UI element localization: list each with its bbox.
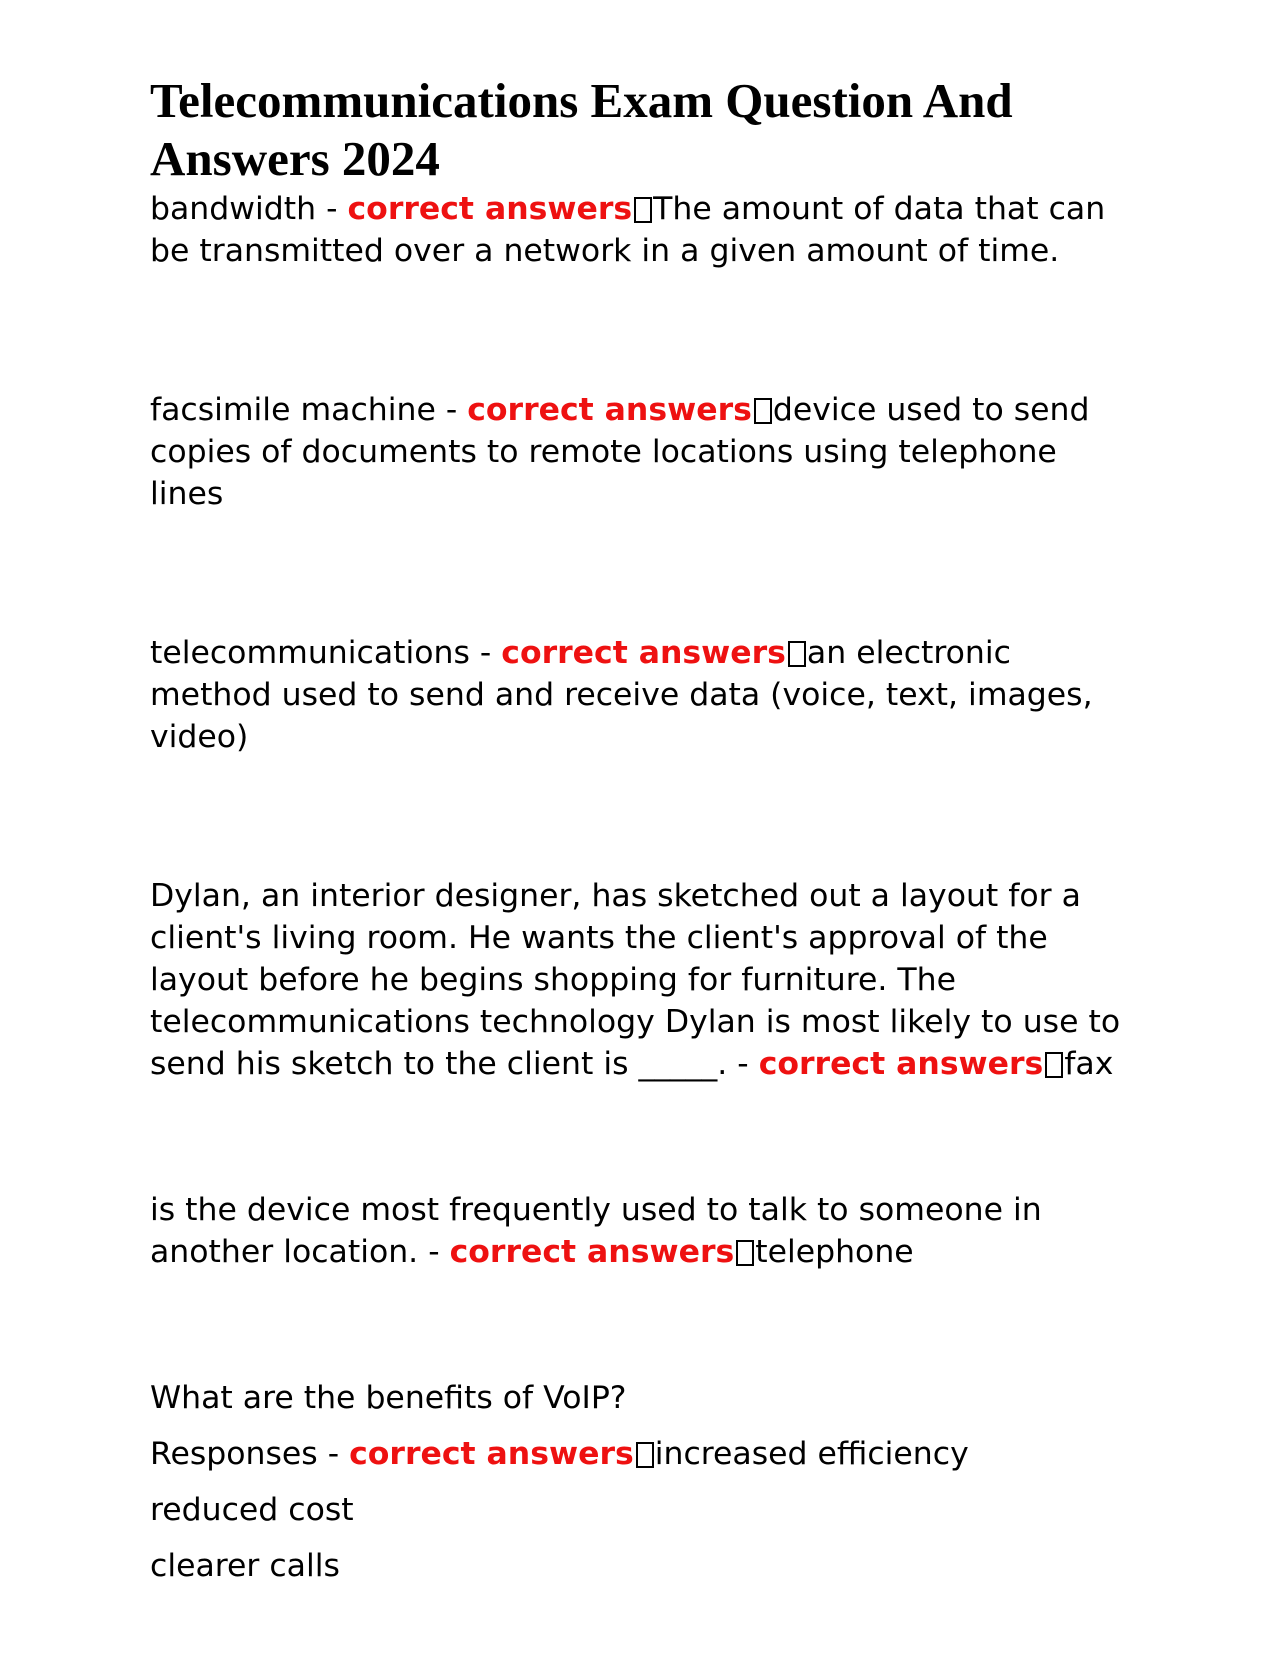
answer-text: The amount of data that can be transmitted over a network in a given amount of time.	[150, 191, 1106, 269]
missing-glyph-icon	[634, 197, 652, 223]
qa-item-facsimile: facsimile machine - correct answers device used to send copies of documents to remote locations using telephone lines	[150, 392, 1090, 512]
voip-answer-line: reduced cost	[150, 1492, 354, 1528]
missing-glyph-icon	[736, 1240, 754, 1266]
answer-text: device used to send copies of documents to remote locations using telephone lines	[150, 392, 1090, 512]
spacer	[150, 1419, 1130, 1433]
qa-item-telephone: is the device most frequently used to talk to someone in another location. - correct answers telephone	[150, 1192, 1042, 1270]
spacer	[150, 1085, 1130, 1189]
spacer	[150, 515, 1130, 632]
voip-question: What are the benefits of VoIP?	[150, 1380, 627, 1416]
question-text: telecommunications	[150, 635, 470, 671]
spacer	[150, 1531, 1130, 1545]
qa-item-dylan: Dylan, an interior designer, has sketched out a layout for a client's living room. He wants the client's approval of the layout before he begins shopping for furniture. The telecommunications technology Dylan is most likely to use to send his sketch to the client is _____. - correct answers fax	[150, 878, 1121, 1082]
spacer	[150, 1475, 1130, 1489]
correct-answers-label: correct answers	[758, 1046, 1044, 1082]
correct-answers-label: correct answers	[349, 1436, 634, 1472]
voip-answer: increased efficiency	[654, 1436, 969, 1472]
correct-answers-label: correct answers	[501, 635, 786, 671]
document-page	[150, 72, 1130, 1587]
missing-glyph-icon	[1045, 1052, 1063, 1078]
spacer	[150, 1273, 1130, 1377]
missing-glyph-icon	[636, 1442, 654, 1468]
voip-responses: Responses - correct answers increased efficiency	[150, 1436, 969, 1472]
answer-text: telephone	[755, 1234, 914, 1270]
correct-answers-label: correct answers	[449, 1234, 735, 1270]
question-text: facsimile machine	[150, 392, 436, 428]
answer-text: an electronic method used to send and receive data (voice, text, images, video)	[150, 635, 1093, 755]
missing-glyph-icon	[788, 641, 806, 667]
page-title: Telecommunications Exam Question And Answers 2024	[150, 73, 1013, 186]
correct-answers-label: correct answers	[467, 392, 752, 428]
voip-answer-line: clearer calls	[150, 1548, 340, 1584]
missing-glyph-icon	[754, 398, 772, 424]
question-text: Dylan, an interior designer, has sketched out a layout for a client's living room. He wants the client's approval of the layout before he begins shopping for furniture. The telecommunications technology Dylan is most likely to use to send his sketch to the client is _____.	[150, 878, 1121, 1082]
question-text: is the device most frequently used to talk to someone in another location.	[150, 1192, 1042, 1270]
qa-item-bandwidth: bandwidth - correct answers The amount of data that can be transmitted over a network in a given amount of time.	[150, 191, 1106, 269]
answer-text: fax	[1064, 1046, 1114, 1082]
responses-prefix: Responses	[150, 1436, 318, 1472]
qa-item-telecommunications: telecommunications - correct answers an electronic method used to send and receive data (voice, text, images, video)	[150, 635, 1093, 755]
correct-answers-label: correct answers	[347, 191, 633, 227]
question-text: bandwidth	[150, 191, 317, 227]
spacer	[150, 758, 1130, 875]
spacer	[150, 272, 1130, 389]
